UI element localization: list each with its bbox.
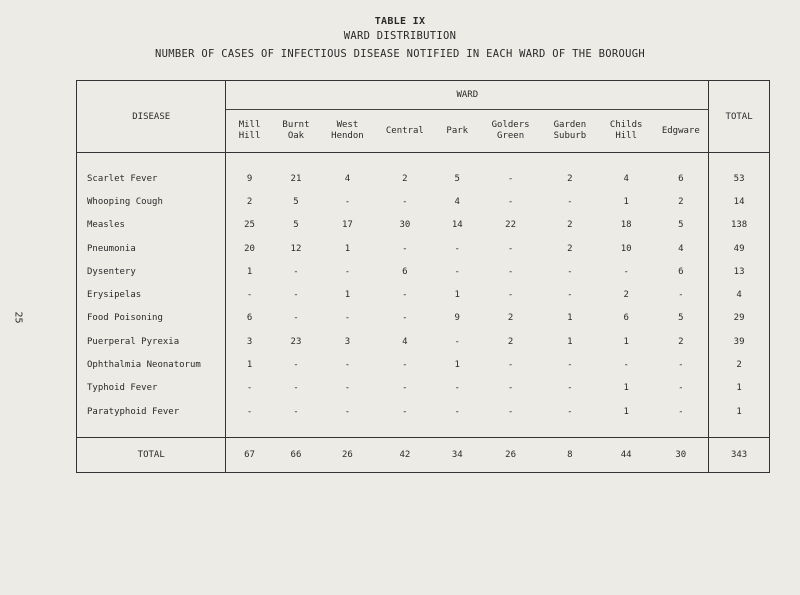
ward-cell: - xyxy=(402,360,408,371)
ward-column-header xyxy=(541,110,599,153)
ward-cell: 1 xyxy=(567,336,573,347)
ward-cell: 3 xyxy=(246,336,253,347)
ward-cell: 21 xyxy=(290,173,302,184)
ward-cell: 4 xyxy=(678,243,684,254)
ward-header-line: Edgware xyxy=(661,125,700,136)
ward-cell: - xyxy=(344,313,351,324)
row-total: 138 xyxy=(709,214,770,237)
ward-cell: - xyxy=(402,196,408,207)
ward-cell: 4 xyxy=(623,173,629,184)
ward-group-header: WARD xyxy=(226,81,709,110)
ward-cell: - xyxy=(507,243,514,254)
ward-cell: 12 xyxy=(290,243,302,254)
ward-column-header xyxy=(653,110,708,153)
total-column-header: TOTAL xyxy=(709,81,770,153)
row-total: 1 xyxy=(709,400,770,423)
ward-cell: 23 xyxy=(290,336,302,347)
ward-total-cell: 66 xyxy=(273,438,320,473)
ward-cell: 1 xyxy=(454,290,460,301)
ward-cell: 6 xyxy=(623,313,629,324)
ward-cell: - xyxy=(454,243,460,254)
row-total: 49 xyxy=(709,237,770,260)
ward-cell: 2 xyxy=(678,196,684,207)
ward-cell: 2 xyxy=(623,290,629,301)
ward-cell: 2 xyxy=(567,173,573,184)
ward-cell: 9 xyxy=(246,173,253,184)
ward-total-cell: 42 xyxy=(376,438,435,473)
ward-cell: - xyxy=(402,406,408,417)
ward-cell: 6 xyxy=(678,173,684,184)
disease-name: Typhoid Fever xyxy=(77,377,226,400)
ward-cell: 4 xyxy=(454,196,460,207)
ward-cell: 1 xyxy=(344,243,351,254)
ward-cell: - xyxy=(567,290,573,301)
ward-cell: - xyxy=(402,313,408,324)
ward-cell: - xyxy=(402,290,408,301)
ward-cell: - xyxy=(454,406,460,417)
row-total: 29 xyxy=(709,307,770,330)
ward-cell: - xyxy=(678,360,684,371)
disease-name: Measles xyxy=(77,214,226,237)
ward-cell: - xyxy=(454,336,460,347)
ward-cell: - xyxy=(344,406,351,417)
ward-cell: 22 xyxy=(505,220,516,231)
ward-cell: - xyxy=(293,383,299,394)
ward-cell: 14 xyxy=(451,220,463,231)
row-total: 13 xyxy=(709,260,770,283)
ward-total-cell: 8 xyxy=(541,438,599,473)
ward-distribution-table xyxy=(76,80,770,473)
ward-cell: 5 xyxy=(293,220,299,231)
ward-cell: - xyxy=(507,360,514,371)
ward-total-cell: 34 xyxy=(434,438,480,473)
ward-cell: - xyxy=(344,196,351,207)
disease-name: Food Poisoning xyxy=(77,307,226,330)
ward-header-line: West xyxy=(336,120,359,130)
ward-cell: - xyxy=(507,290,514,301)
ward-cell: 4 xyxy=(344,173,351,184)
ward-column-header xyxy=(434,110,480,153)
ward-cell: 1 xyxy=(623,406,629,417)
ward-header-line: Suburb xyxy=(553,131,587,141)
disease-column-header: DISEASE xyxy=(77,81,226,153)
ward-header-line: Hendon xyxy=(331,131,364,141)
ward-cell: 6 xyxy=(246,313,253,324)
ward-cell: 2 xyxy=(507,313,514,324)
ward-cell: 1 xyxy=(344,290,351,301)
ward-cell: - xyxy=(454,383,460,394)
disease-name: Paratyphoid Fever xyxy=(77,400,226,423)
ward-cell: 30 xyxy=(399,220,411,231)
ward-cell: - xyxy=(567,360,573,371)
ward-cell: - xyxy=(507,173,514,184)
ward-column-header xyxy=(273,110,320,153)
ward-cell: 1 xyxy=(623,336,629,347)
table-row xyxy=(77,190,770,213)
ward-cell: 2 xyxy=(678,336,684,347)
ward-header-line: Central xyxy=(385,125,424,136)
table-body xyxy=(77,153,770,473)
ward-total-cell: 67 xyxy=(226,438,273,473)
disease-name: Scarlet Fever xyxy=(77,167,226,190)
spacer-row xyxy=(77,153,770,168)
ward-header-line: Oak xyxy=(287,131,305,141)
ward-cell: - xyxy=(293,290,299,301)
row-total: 39 xyxy=(709,330,770,353)
ward-cell: 5 xyxy=(678,220,684,231)
ward-cell: 2 xyxy=(246,196,253,207)
ward-cell: - xyxy=(402,243,408,254)
table-title: WARD DISTRIBUTION xyxy=(343,30,457,42)
ward-cell: 1 xyxy=(246,360,253,371)
ward-cell: 5 xyxy=(678,313,684,324)
page-number: 25 xyxy=(12,311,24,324)
disease-name: Puerperal Pyrexia xyxy=(77,330,226,353)
table-row xyxy=(77,307,770,330)
ward-header-line: Hill xyxy=(615,131,638,141)
ward-cell: 1 xyxy=(246,266,253,277)
ward-cell: 6 xyxy=(402,266,408,277)
spacer-row xyxy=(77,423,770,438)
ward-cell: 1 xyxy=(567,313,573,324)
table-subtitle: NUMBER OF CASES OF INFECTIOUS DISEASE NOTIFIED IN EACH WARD OF THE BOROUGH xyxy=(155,48,645,60)
ward-cell: - xyxy=(293,360,299,371)
ward-cell: - xyxy=(293,313,299,324)
disease-name: Pneumonia xyxy=(77,237,226,260)
disease-name: Ophthalmia Neonatorum xyxy=(77,353,226,376)
ward-cell: 1 xyxy=(623,196,629,207)
ward-cell: - xyxy=(454,266,460,277)
ward-cell: - xyxy=(678,406,684,417)
ward-cell: - xyxy=(507,266,514,277)
totals-row xyxy=(77,438,770,473)
disease-name: Whooping Cough xyxy=(77,190,226,213)
ward-cell: - xyxy=(567,266,573,277)
ward-cell: - xyxy=(246,383,253,394)
table-label: TABLE IX xyxy=(374,16,426,27)
ward-cell: - xyxy=(293,406,299,417)
ward-cell: - xyxy=(623,360,629,371)
ward-cell: - xyxy=(623,266,629,277)
ward-cell: 9 xyxy=(454,313,460,324)
ward-cell: 10 xyxy=(620,243,632,254)
ward-cell: - xyxy=(567,406,573,417)
ward-column-header xyxy=(599,110,653,153)
table-row xyxy=(77,377,770,400)
ward-total-cell: 26 xyxy=(319,438,375,473)
table-row xyxy=(77,237,770,260)
ward-cell: 18 xyxy=(620,220,632,231)
disease-name: Erysipelas xyxy=(77,283,226,306)
ward-cell: - xyxy=(678,383,684,394)
disease-name: Dysentery xyxy=(77,260,226,283)
table-row xyxy=(77,214,770,237)
ward-cell: - xyxy=(344,383,351,394)
ward-cell: 25 xyxy=(244,220,255,231)
ward-cell: - xyxy=(507,383,514,394)
ward-cell: 1 xyxy=(454,360,460,371)
table-row xyxy=(77,167,770,190)
totals-label: TOTAL xyxy=(77,438,226,473)
ward-cell: - xyxy=(246,290,253,301)
grand-total: 343 xyxy=(709,438,770,473)
ward-cell: - xyxy=(344,266,351,277)
ward-cell: - xyxy=(344,360,351,371)
ward-column-header xyxy=(480,110,540,153)
row-total: 4 xyxy=(709,283,770,306)
ward-cell: 3 xyxy=(344,336,351,347)
ward-cell: 6 xyxy=(678,266,684,277)
ward-header-line: Mill xyxy=(238,120,261,130)
row-total: 2 xyxy=(709,353,770,376)
ward-header-line: Park xyxy=(446,125,469,136)
ward-header-line: Green xyxy=(497,131,525,141)
ward-column-header xyxy=(376,110,435,153)
row-total: 53 xyxy=(709,167,770,190)
ward-cell: 20 xyxy=(244,243,255,254)
ward-cell: 1 xyxy=(623,383,629,394)
ward-total-cell: 30 xyxy=(653,438,708,473)
ward-column-header xyxy=(319,110,375,153)
ward-cell: 17 xyxy=(342,220,353,231)
ward-cell: 4 xyxy=(402,336,408,347)
ward-cell: - xyxy=(507,196,514,207)
ward-cell: - xyxy=(678,290,684,301)
table-row xyxy=(77,353,770,376)
table-row xyxy=(77,330,770,353)
row-total: 14 xyxy=(709,190,770,213)
ward-cell: - xyxy=(293,266,299,277)
ward-total-cell: 44 xyxy=(599,438,653,473)
table-row xyxy=(77,260,770,283)
ward-header-line: Hill xyxy=(238,131,261,141)
ward-header-line: Burnt xyxy=(282,120,310,130)
ward-cell: 5 xyxy=(454,173,460,184)
ward-total-cell: 26 xyxy=(480,438,540,473)
ward-header-line: Garden xyxy=(553,120,587,130)
table-row xyxy=(77,283,770,306)
ward-cell: 2 xyxy=(507,336,514,347)
ward-header-line: Golders xyxy=(491,120,530,130)
ward-header-line: Childs xyxy=(609,120,643,130)
ward-cell: - xyxy=(567,383,573,394)
ward-cell: - xyxy=(246,406,253,417)
row-total: 1 xyxy=(709,377,770,400)
table-row xyxy=(77,400,770,423)
ward-cell: - xyxy=(507,406,514,417)
ward-cell: 2 xyxy=(567,243,573,254)
ward-column-header xyxy=(226,110,273,153)
ward-cell: 2 xyxy=(402,173,408,184)
ward-cell: - xyxy=(567,196,573,207)
ward-cell: 2 xyxy=(567,220,573,231)
ward-cell: - xyxy=(402,383,408,394)
ward-cell: 5 xyxy=(293,196,299,207)
